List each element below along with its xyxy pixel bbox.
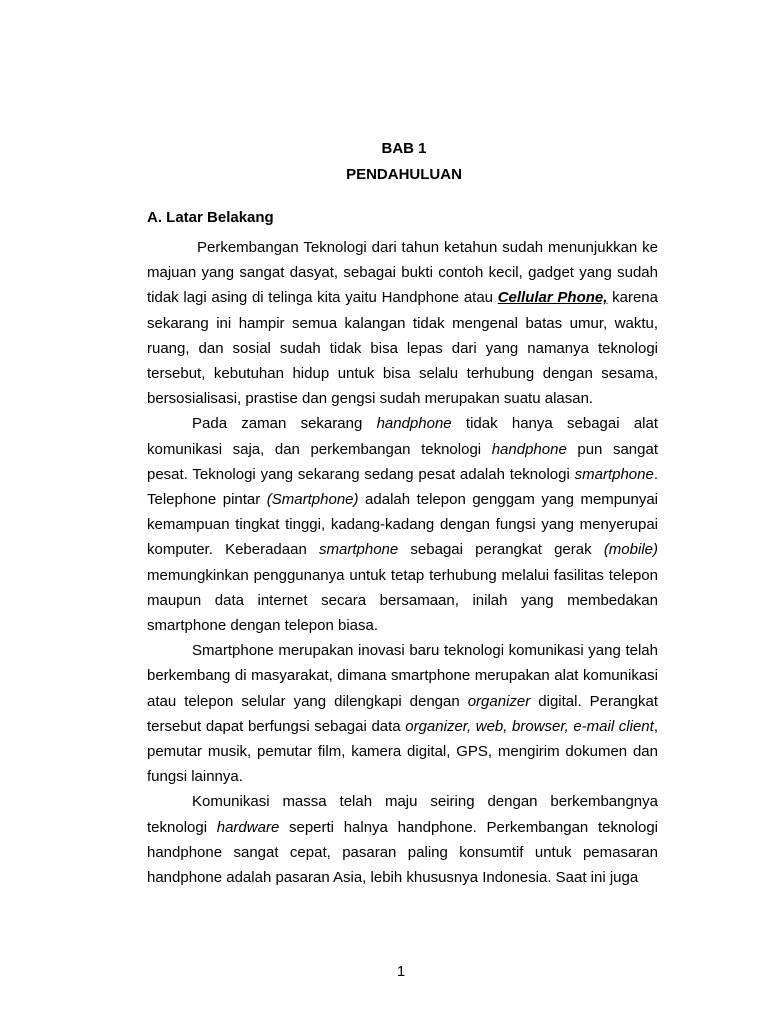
paragraph-4-text-b: seperti halnya handphone. Perkembangan teknologi handphone sangat cepat, pasaran paling konsumtif untuk pemasaran handphone adalah pasaran Asia, lebih khususnya Indonesia. Saat ini juga — [147, 818, 659, 887]
paragraph-3-text-a: Smartphone merupakan inovasi baru teknologi komunikasi yang telah berkembang di masyarakat, dimana smartphone merupakan alat komunikasi atau telepon selular yang dilengkapi dengan — [147, 642, 658, 710]
paragraph-1 — [147, 235, 658, 411]
paragraph-3-text-b: digital. Perangkat tersebut dapat berfungsi sebagai data — [147, 692, 658, 735]
italic-term: (mobile) — [603, 541, 658, 559]
paragraph-2-text-e: adalah telepon genggam yang mempunyai kemampuan tingkat tinggi, kadang-kadang dengan fungsi yang menyerupai komputer. Keberadaan — [147, 491, 658, 559]
chapter-title: PENDAHULUAN — [346, 166, 462, 183]
paragraph-1-text-b: karena sekarang ini hampir semua kalangan tidak mengenal batas umur, waktu, ruang, dan sosial sudah tidak bisa lepas dari yang namanya teknologi tersebut, kebutuhan hidup untuk bisa selalu terhubung dengan sesama, bersosialisasi, prastise dan gengsi sudah merupakan suatu alasan. — [147, 289, 658, 408]
paragraph-2-text-b: tidak hanya sebagai alat komunikasi saja, dan perkembangan teknologi — [147, 415, 659, 458]
paragraph-1-text-a: Perkembangan Teknologi dari tahun ketahun sudah menunjukkan ke majuan yang sangat dasyat, sebagai bukti contoh kecil, gadget yang sudah tidak lagi asing di telinga kita yaitu Handphone atau — [147, 239, 658, 307]
paragraph-2-text-c: pun sangat pesat. Teknologi yang sekarang sedang pesat adalah teknologi — [147, 440, 658, 483]
chapter-heading — [20, 136, 768, 188]
document-body — [147, 235, 658, 890]
paragraph-3 — [147, 638, 658, 789]
paragraph-4 — [147, 789, 658, 890]
paragraph-2-text-d: . Telephone pintar — [147, 465, 658, 509]
italic-term: organizer, web, browser, e-mail client — [405, 717, 654, 735]
italic-term: smartphone — [574, 465, 654, 483]
italic-term: (Smartphone) — [266, 491, 359, 509]
cellular-phone-term: Cellular Phone, — [497, 289, 608, 307]
paragraph-4-text-a: Komunikasi massa telah maju seiring dengan berkembangnya teknologi — [147, 793, 658, 836]
paragraph-2-text-a: Pada zaman sekarang — [192, 415, 377, 433]
italic-term: handphone — [376, 415, 452, 433]
section-title: A. Latar Belakang — [147, 209, 274, 226]
paragraph-2-text-g: memungkinkan penggunanya untuk tetap terhubung melalui fasilitas telepon maupun data internet secara bersamaan, inilah yang membedakan smartphone dengan telepon biasa. — [147, 566, 658, 635]
italic-term: hardware — [216, 818, 280, 836]
chapter-number: BAB 1 — [381, 140, 427, 157]
paragraph-3-text-c: , pemutar musik, pemutar film, kamera digital, GPS, mengirim dokumen dan fungsi lainnya. — [147, 717, 658, 786]
italic-term: smartphone — [319, 541, 399, 559]
paragraph-2-text-f: sebagai perangkat gerak — [398, 541, 604, 559]
page-number: 1 — [396, 963, 406, 980]
italic-term: organizer — [467, 692, 531, 710]
italic-term: handphone — [491, 440, 567, 458]
paragraph-2 — [147, 411, 658, 638]
